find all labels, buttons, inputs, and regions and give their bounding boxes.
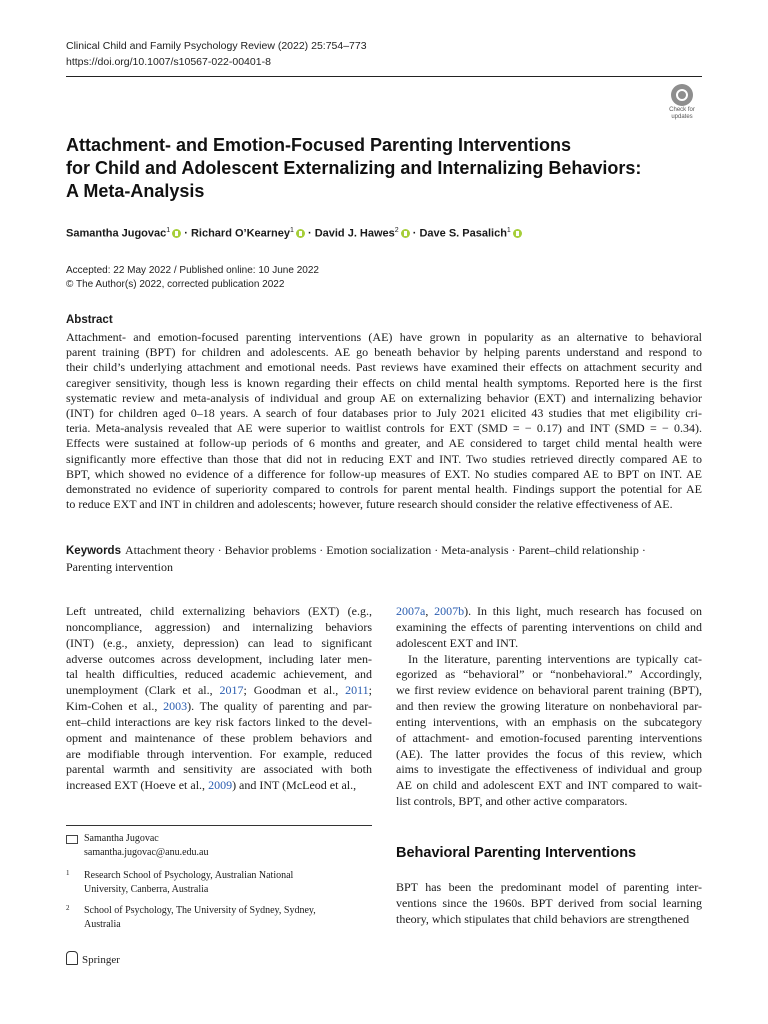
- left-column-text: [66, 604, 372, 794]
- text-line: of attachment- and emotion-focused parenting interventions: [396, 730, 702, 745]
- text-line: (AE). The latter provides the focus of this review, which: [396, 746, 702, 761]
- orcid-icon[interactable]: [296, 229, 305, 238]
- corresponding-author: Samantha Jugovac samantha.jugovac@anu.edu.au: [66, 832, 208, 859]
- abstract-line: teria. Meta-analysis revealed that AE were superior to waitlist controls for EXT (SMD = − 0.17) and INT (SMD = − 0.34).: [66, 421, 702, 436]
- abstract-line: significantly more effective than those that did not in reducing EXT and INT. Two studies retrieved directly compared AE to: [66, 451, 702, 466]
- citation-link[interactable]: 2017: [219, 683, 244, 698]
- text-line: 2007a, 2007b). In this light, much research has focused on: [396, 604, 702, 618]
- abstract-line: caregiver sensitivity, though less is known regarding their effects on child mental health symptoms. Reported here is the first: [66, 375, 702, 390]
- keywords-line: Parenting intervention: [66, 560, 173, 574]
- abstract-body: [66, 330, 702, 512]
- text-line: aims to investigate the effectiveness of individual and group: [396, 762, 702, 777]
- text-line: parental warmth and sensitivity are associated with both: [66, 762, 372, 777]
- publication-dates: Accepted: 22 May 2022 / Published online: 10 June 2022 © The Author(s) 2022, corrected publication 2022: [66, 265, 319, 290]
- publisher-logo: Springer: [66, 951, 120, 966]
- title-line: Attachment- and Emotion-Focused Parenting Interventions: [66, 135, 572, 155]
- abstract-line: to reduce EXT and INT in children and adolescents; however, future research should consider the relative effectiveness of AE.: [66, 497, 673, 512]
- title-line: A Meta-Analysis: [66, 181, 205, 201]
- right-column-text: [396, 604, 702, 810]
- abstract-line: Attachment- and emotion-focused parenting interventions (AE) have grown in popularity as an alternative to behavioral: [66, 330, 702, 344]
- check-for-updates-label: Check for updates: [669, 107, 695, 120]
- springer-horse-icon: [66, 951, 78, 965]
- text-line: ent–child interactions are key risk factors linked to the devel-: [66, 714, 372, 729]
- citation-link[interactable]: 2003: [163, 699, 188, 714]
- title-line: for Child and Adolescent Externalizing and Internalizing Behaviors:: [66, 158, 642, 178]
- text-line: increased EXT (Hoeve et al., 2009) and INT (McLeod et al.,: [66, 778, 357, 793]
- keywords-label: Keywords: [66, 545, 121, 557]
- citation-link[interactable]: 2009: [208, 778, 233, 793]
- check-for-updates-icon: [671, 84, 693, 106]
- author-email[interactable]: samantha.jugovac@anu.edu.au: [84, 846, 209, 858]
- paper-title: [66, 134, 686, 203]
- text-line: list controls, BPT, and other active comparators.: [396, 794, 628, 809]
- citation-link[interactable]: 2011: [345, 683, 369, 698]
- check-for-updates-button[interactable]: [662, 84, 702, 122]
- keywords: [66, 542, 646, 575]
- text-line: (INT) (e.g., anxiety, depression) can lead to significant: [66, 635, 372, 650]
- text-line: enting interventions, with an emphasis on the subcategory: [396, 714, 702, 729]
- abstract-heading: Abstract: [66, 314, 113, 326]
- citation-link[interactable]: 2007a: [396, 604, 426, 618]
- section-body: [396, 880, 702, 928]
- text-line: and then review the growing literature on nonbehavioral par-: [396, 699, 702, 714]
- orcid-icon[interactable]: [172, 229, 181, 238]
- affiliation-1: 1 Research School of Psychology, Australian National University, Canberra, Australia: [66, 869, 294, 895]
- abstract-line: systematic review and meta-analysis of individual and group AE on externalizing behavior (EXT) and internalizing behavior: [66, 390, 702, 405]
- section-heading: Behavioral Parenting Interventions: [396, 845, 637, 861]
- text-line: adverse outcomes across development, including later men-: [66, 651, 372, 666]
- text-line: unemployment (Clark et al., 2017; Goodman et al., 2011;: [66, 683, 373, 698]
- envelope-icon: [66, 835, 78, 844]
- orcid-icon[interactable]: [513, 229, 522, 238]
- author-name[interactable]: Richard O’Kearney: [190, 227, 290, 240]
- text-line: adolescent EXT and INT.: [396, 635, 519, 650]
- text-line: In the literature, parenting interventions are typically cat-: [408, 651, 702, 666]
- abstract-line: parent training (BPT) for children and adolescents. AE go beneath behavior by helping parents understand and respond to: [66, 345, 702, 360]
- text-line: examining the effects of parenting interventions on child and: [396, 619, 702, 634]
- text-line: noncompliance, aggression) and internalizing behaviors: [66, 619, 372, 634]
- abstract-line: their child’s underlying attachment and emotional needs. Past reviews have examined their effects on attachment security and: [66, 360, 702, 375]
- text-line: AE on child and adolescent EXT and INT compared to wait-: [396, 778, 702, 793]
- orcid-icon[interactable]: [401, 229, 410, 238]
- abstract-line: (INT) for children aged 0–18 years. A search of four databases prior to July 2021 elicited 43 studies that met eligibility cri-: [66, 406, 702, 421]
- footnote-rule: [66, 825, 372, 826]
- text-line: are modifiable through intervention. For example, reduced: [66, 746, 372, 761]
- text-line: BPT has been the predominant model of parenting inter-: [396, 880, 702, 894]
- text-line: tal health difficulties, reduced academic achievement, and: [66, 667, 372, 682]
- text-line: we first review evidence on behavioral parent training (BPT),: [396, 683, 702, 698]
- text-line: ventions since the 1960s. BPT derived from social learning: [396, 895, 702, 910]
- journal-citation: Clinical Child and Family Psychology Review (2022) 25:754–773: [66, 40, 367, 52]
- text-line: egorized as “behavioral” or “nonbehavioral.” Accordingly,: [396, 667, 702, 682]
- author-list: Samantha Jugovac$^1$ · Richard O’Kearney$^1$ · David J. Hawes$^2$ · Dave S. Pasalich$^1$: [66, 227, 522, 240]
- author-name[interactable]: Dave S. Pasalich: [419, 227, 507, 240]
- doi-link[interactable]: https://doi.org/10.1007/s10567-022-00401-8: [66, 56, 271, 68]
- text-line: opment and maintenance of these problem behaviors and: [66, 730, 372, 745]
- text-line: theory, which stipulates that child behaviors are strengthened: [396, 911, 690, 926]
- author-name[interactable]: David J. Hawes: [314, 227, 395, 240]
- header-rule: [66, 76, 702, 77]
- keywords-line: Attachment theory · Behavior problems · Emotion socialization · Meta-analysis · Parent–child relationship ·: [124, 543, 646, 557]
- text-line: Left untreated, child externalizing behaviors (EXT) (e.g.,: [66, 604, 372, 618]
- citation-link[interactable]: 2007b: [434, 604, 465, 618]
- abstract-line: Effects were sustained at follow-up periods of 6 months and greater, and AE considered to target child mental health were: [66, 436, 702, 451]
- author-name[interactable]: Samantha Jugovac: [66, 227, 167, 240]
- affiliation-2: 2 School of Psychology, The University of Sydney, Sydney, Australia: [66, 904, 316, 930]
- text-line: Kim-Cohen et al., 2003). The quality of parenting and par-: [66, 699, 373, 714]
- abstract-line: demonstrated no evidence of superiority compared to controls for parent mental health. Findings support the potential for AE: [66, 482, 702, 497]
- abstract-line: BPT, which showed no evidence of a difference for follow-up measures of EXT. No studies compared AE to BPT on INT. AE: [66, 466, 702, 481]
- journal-header: [66, 38, 367, 70]
